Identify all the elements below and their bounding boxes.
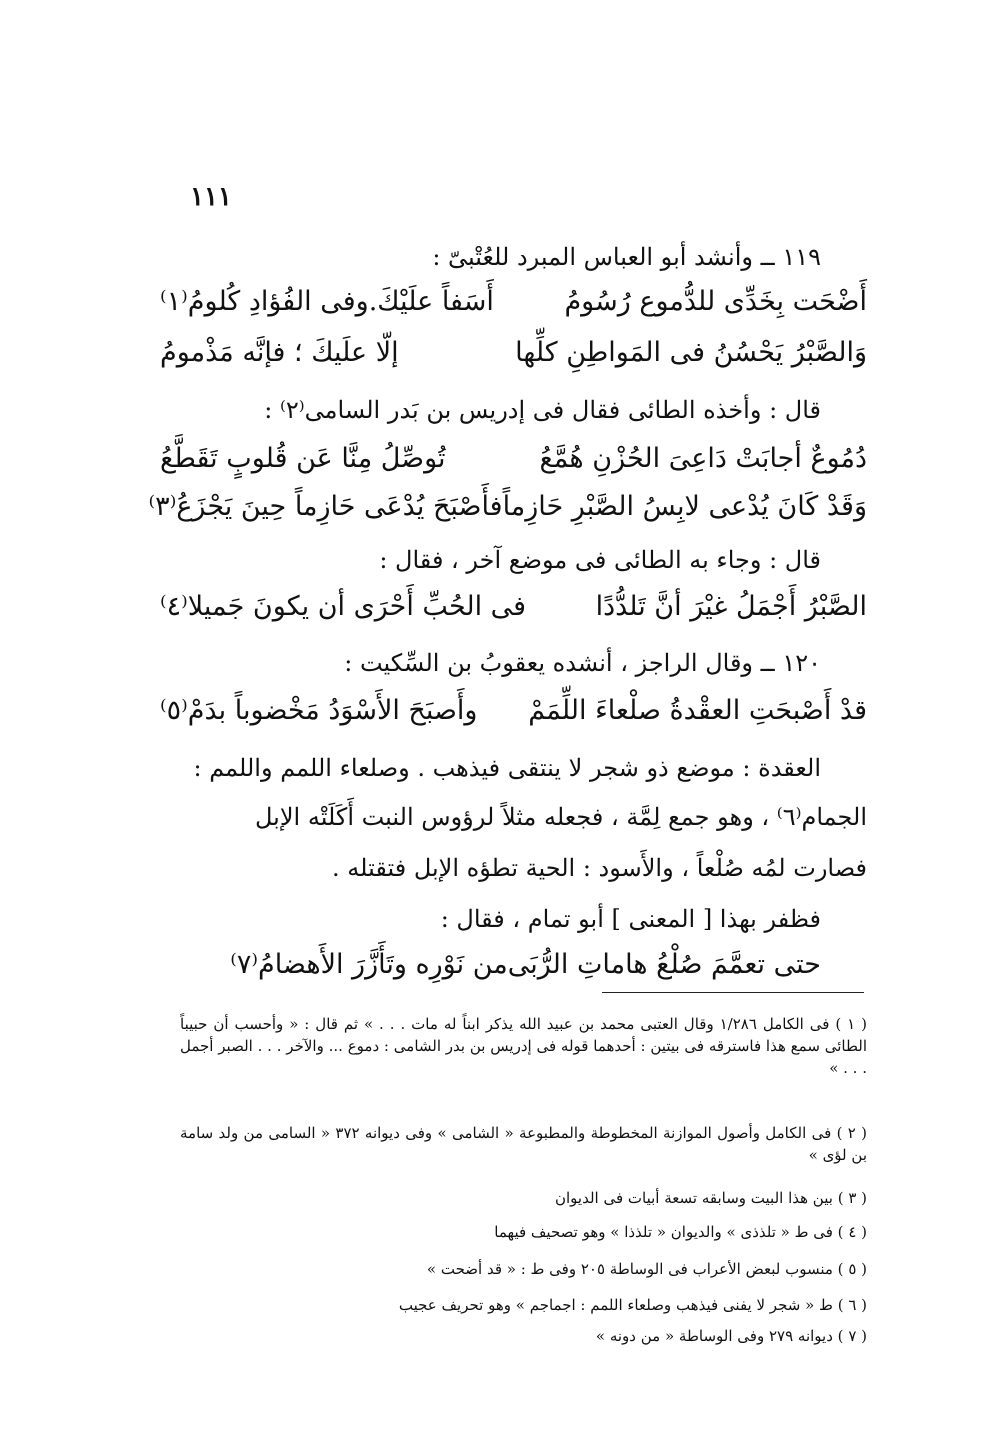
prose-line-3: فصارت لمُه صُلْعاً ، والأَسود : الحية تطؤه الإبل فتقتله . [332,854,867,882]
qal-line-1: قال : وأخذه الطائى فقال فى إدريس بن بَدر السامى⁽٢⁾ : [264,396,821,424]
footnote-divider [602,992,864,993]
verse-3-first-hemistich: دُمُوعٌ أجابَتْ دَاعِىَ الحُزْنِ هُمَّعُ [539,443,867,474]
verse-6-first-hemistich: قدْ أَصْبحَتِ العقْدةُ صلْعاءَ اللِّمَمْ [528,695,867,726]
section-120-intro: ١٢٠ ــ وقال الراجز ، أنشده يعقوبُ بن السِّكيت : [344,649,821,677]
verse-1-second-hemistich: أَسَفاً علَيْكَ.وفى الفُؤادِ كُلومُ⁽١⁾ [160,286,494,317]
verse-2 [160,334,867,372]
verse-7 [230,946,821,984]
verse-7-second-hemistich: من نَوْرِه وتَأَزَّرَ الأَهضامُ⁽٧⁾ [230,949,508,980]
prose-line-2: الجمام⁽٦⁾ ، وهو جمع لِمَّة ، فجعله مثلاً لرؤوس النبت أَكَلَتْه الإبل [255,803,867,831]
verse-6-second-hemistich: وأَصبَحَ الأَسْوَدُ مَخْضوباً بدَمْ⁽٥⁾ [160,695,478,726]
prose-line-4: فظفر بهذا [ المعنى ] أبو تمام ، فقال : [440,905,821,933]
verse-4 [148,488,867,526]
footnote-5: ( ٥ ) منسوب لبعض الأعراب فى الوساطة ٢٠٥ وفى ط : « قد أضحت » [426,1260,867,1278]
footnote-3: ( ٣ ) بين هذا البيت وسابقه تسعة أبيات فى الديوان [554,1189,867,1207]
footnote-1: ( ١ ) فى الكامل ١/٢٨٦ وقال العتبى محمد بن عبيد الله يذكر ابناً له مات . . . » ثم قال : « وأحسب أن حبيباً الطائى سمع هذا فاسترقه فى بيتين : أحدهما قوله فى إدريس بن بدر الشامى : دموع ... والآخر . . . الصبر أجمل . . . » [180,1015,868,1077]
verse-5 [160,588,867,626]
verse-3-second-hemistich: تُوصِّلُ مِنَّا عَن قُلوبٍ تَقَطَّعُ [160,443,446,474]
verse-4-first-hemistich: وَقَدْ كَانَ يُدْعى لابِسُ الصَّبْرِ حَازِماً [502,491,867,522]
page-number: ١١١ [190,182,232,212]
verse-4-second-hemistich: فأَصْبَحَ يُدْعَى حَازِماً حِينَ يَجْزَعُ⁽٣⁾ [148,491,503,522]
verse-2-second-hemistich: إلّا علَيكَ ؛ فإنَّه مَذْمومُ [160,337,399,368]
qal-line-2: قال : وجاء به الطائى فى موضع آخر ، فقال : [379,546,821,574]
verse-5-second-hemistich: فى الحُبِّ أَحْرَى أن يكونَ جَميلا⁽٤⁾ [160,591,527,622]
verse-7-first-hemistich: حتى تعمَّمَ صُلْعُ هاماتِ الرُّبَى [507,949,821,980]
verse-5-first-hemistich: الصَّبْرُ أَجْمَلُ غيْرَ أنَّ تَلدُّدًا [595,591,867,622]
footnote-2: ( ٢ ) فى الكامل وأصول الموازنة المخطوطة والمطبوعة « الشامى » وفى ديوانه ٣٧٢ « السامى من ولد سامة بن لؤى » [180,1124,868,1164]
footnote-7: ( ٧ ) ديوانه ٢٧٩ وفى الوساطة « من دونه » [595,1327,867,1345]
verse-1 [160,283,867,321]
footnote-6: ( ٦ ) ط « شجر لا يفنى فيذهب وصلعاء اللمم : اجماجم » وهو تحريف عجيب [398,1296,867,1314]
prose-line-1: العقدة : موضع ذو شجر لا ينتقى فيذهب . وصلعاء اللمم واللمم : [193,754,821,782]
verse-3 [160,440,867,478]
verse-1-first-hemistich: أَضْحَت بِخَدِّى للدُّموع رُسُومُ [564,286,867,317]
verse-6 [160,692,867,730]
section-119-intro: ١١٩ ــ وأنشد أبو العباس المبرد للعُتْبىّ : [432,243,821,271]
verse-2-first-hemistich: وَالصَّبْرُ يَحْسُنُ فى المَواطِنِ كلِّها [515,337,867,368]
footnote-4: ( ٤ ) فى ط « تلذذى » والديوان « تلذذا » وهو تصحيف فيهما [494,1223,867,1241]
